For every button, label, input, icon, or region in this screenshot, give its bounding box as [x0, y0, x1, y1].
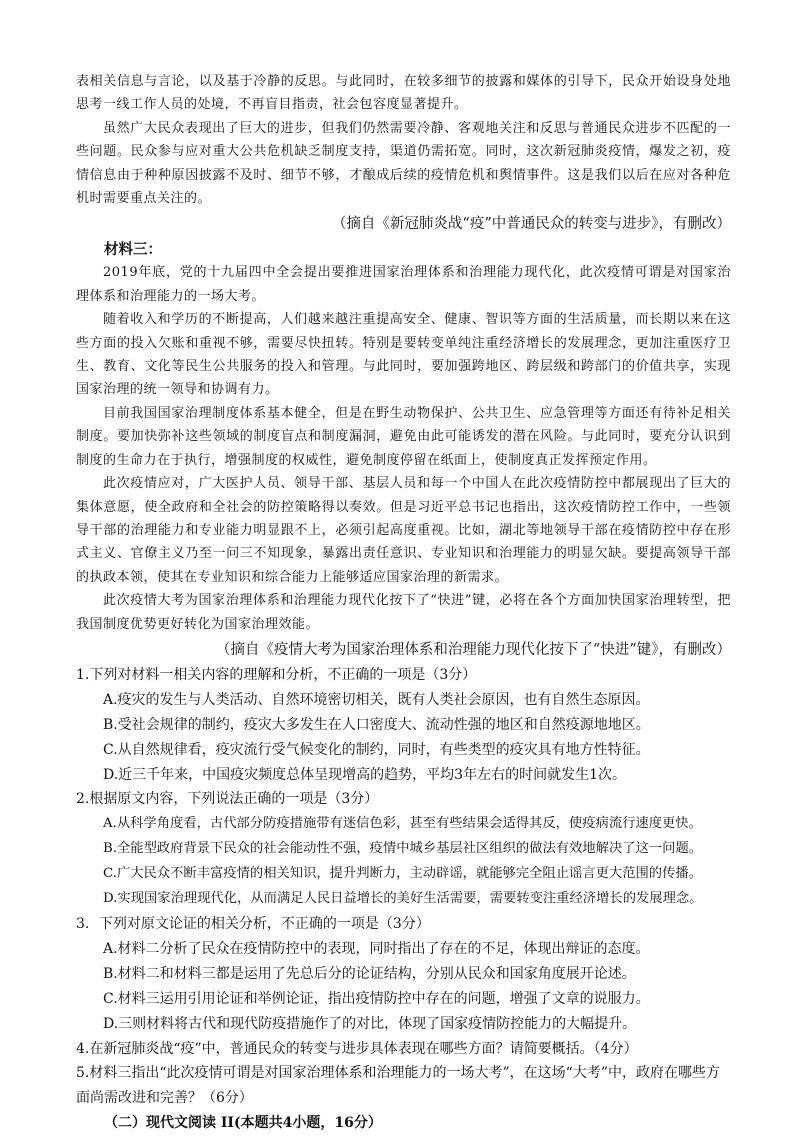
option-c: C.材料三运用引用论证和举例论证，指出疫情防控中存在的问题，增强了文章的说服力。: [103, 990, 650, 1007]
material2-paragraph: 虽然广大民众表现出了巨大的进步，但我们仍然需要冷静、客观地关注和反思与普通民众进步不匹配的一些问题。民众参与应对重大公共危机缺乏制度支持，渠道仍需拓宽。同时，这次新冠肺炎疫情，爆发之初，疫情信息由于种种原因披露不及时、细节不够，才酿成后续的疫情危机和舆情事件。这是我们以后在应对各种危机时需要重点关注的。: [76, 120, 731, 207]
option-b: B.材料二和材料三都是运用了先总后分的论证结构，分别从民众和国家角度展开论述。: [103, 965, 636, 982]
option-c: C.从自然规律看，疫灾流行受气候变化的制约，同时，有些类型的疫灾具有地方性特征。: [103, 741, 650, 758]
material3-source: （摘自《疫情大考为国家治理体系和治理能力现代化按下了“快进”键》，有删改）: [215, 641, 731, 658]
option-d: D.近三千年来，中国疫灾频度总体呈现增高的趋势，平均3年左右的时间就发生1次。: [103, 766, 626, 783]
option-a: A.从科学角度看，古代部分防疫措施带有迷信色彩，甚至有些结果会适得其反，使疫病流行速度更快。: [103, 816, 702, 832]
exam-page: [76, 70, 731, 1136]
question-stem: 3．下列对原文论证的相关分析，不正确的一项是（3分）: [76, 916, 430, 932]
question-5: 5.材料三指出“此次疫情可谓是对国家治理体系和治理能力的一场大考”，在这场“大考”中，政府在哪些方面尚需改进和完善？（6分）: [76, 1065, 720, 1107]
question-stem: 2.根据原文内容，下列说法正确的一项是（3分）: [76, 791, 379, 808]
section-title: （二）现代文阅读 II(本题共4小题，16分）: [104, 1115, 382, 1132]
material3-paragraph: 随着收入和学历的不断提高，人们越来越注重提高安全、健康、智识等方面的生活质量，而长期以来在这些方面的投入欠账和重视不够，需要尽快扭转。特别是要转变单纯注重经济增长的发展理念，更加注重医疗卫生、教育、文化等民生公共服务的投入和管理。与此同时，要加强跨地区、跨层级和跨部门的价值共享，实现国家治理的统一领导和协调有力。: [76, 312, 731, 398]
question-4: 4.在新冠肺炎战“疫”中，普通民众的转变与进步具体表现在哪些方面？请简要概括。（4分）: [76, 1040, 638, 1057]
option-b: B.全能型政府背景下民众的社会能动性不强，疫情中城乡基层社区组织的做法有效地解决了这一问题。: [103, 841, 703, 857]
question-3: [76, 912, 731, 1037]
option-a: A.疫灾的发生与人类活动、自然环境密切相关，既有人类社会原因，也有自然生态原因。: [103, 691, 650, 708]
material3-heading: 材料三：: [104, 242, 162, 259]
question-2: [76, 787, 731, 912]
material3-paragraph: 此次疫情大考为国家治理体系和治理能力现代化按下了“快进”键，必将在各个方面加快国家治理转型，把我国制度优势更好转化为国家治理效能。: [76, 593, 731, 632]
option-a: A.材料二分析了民众在疫情防控中的表现，同时指出了存在的不足，体现出辩证的态度。: [103, 940, 650, 957]
question-1: [76, 663, 731, 788]
option-d: D.实现国家治理现代化，从而满足人民日益增长的美好生活需要，需要转变注重经济增长的发展理念。: [103, 891, 703, 907]
question-stem: 1.下列对材料一相关内容的理解和分析，不正确的一项是（3分）: [76, 666, 477, 683]
material3-paragraph: 此次疫情应对，广大医护人员、领导干部、基层人员和每一个中国人在此次疫情防控中都展现出了巨大的集体意愿，使全政府和全社会的防控策略得以奏效。但是习近平总书记也指出，这次疫情防控工作中，一些领导干部的治理能力和专业能力明显跟不上，必须引起高度重视。比如，湖北等地领导干部在疫情防控中存在形式主义、官僚主义乃至一问三不知现象，暴露出责任意识、专业知识和治理能力的明显欠缺。要提高领导干部的执政本领，使其在专业知识和综合能力上能够适应国家治理的新需求。: [76, 476, 731, 585]
material3-paragraph: 目前我国国家治理制度体系基本健全，但是在野生动物保护、公共卫生、应急管理等方面还有待补足相关制度。要加快弥补这些领域的制度盲点和制度漏洞，避免由此可能诱发的潜在风险。与此同时，要充分认识到制度的生命力在于执行，增强制度的权威性，避免制度停留在纸面上，使制度真正发挥预定作用。: [76, 405, 731, 468]
material2-source: （摘自《新冠肺炎战“疫”中普通民众的转变与进步》，有删改）: [331, 216, 731, 233]
option-b: B.受社会规律的制约，疫灾大多发生在人口密度大、流动性强的地区和自然疫源地地区。: [103, 716, 650, 733]
option-d: D.三则材料将古代和现代防疫措施作了的对比，体现了国家疫情防控能力的大幅提升。: [103, 1015, 637, 1032]
material2-paragraph: 表相关信息与言论，以及基于冷静的反思。与此同时，在较多细节的披露和媒体的引导下，民众开始设身处地思考一线工作人员的处境，不再盲目指责，社会包容度显著提升。: [76, 74, 731, 113]
material3-paragraph: 2019年底，党的十九届四中全会提出要推进国家治理体系和治理能力现代化，此次疫情可谓是对国家治理体系和治理能力的一场大考。: [76, 265, 731, 304]
option-c: C.广大民众不断丰富疫情的相关知识，提升判断力，主动辟谣，就能够完全阻止谣言更大范围的传播。: [103, 866, 702, 882]
